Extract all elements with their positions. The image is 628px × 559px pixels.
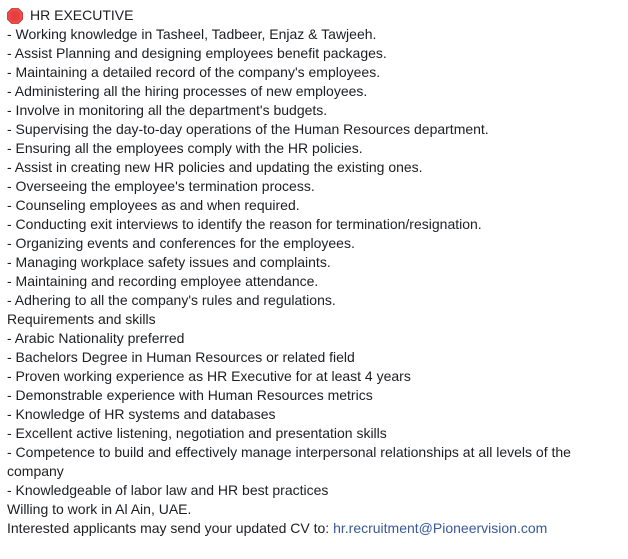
list-item: - Competence to build and effectively manage interpersonal relationships at all levels of the company <box>7 444 571 479</box>
stop-sign-icon <box>7 8 23 24</box>
list-item: - Arabic Nationality preferred <box>7 330 185 346</box>
list-item: - Organizing events and conferences for the employees. <box>7 235 355 251</box>
email-link[interactable]: hr.recruitment@Pioneervision.com <box>333 520 548 536</box>
list-item: - Bachelors Degree in Human Resources or related field <box>7 349 355 365</box>
list-item: - Demonstrable experience with Human Resources metrics <box>7 387 373 403</box>
list-item: - Knowledgeable of labor law and HR best practices <box>7 482 329 498</box>
list-item: - Assist in creating new HR policies and updating the existing ones. <box>7 159 423 175</box>
list-item: - Excellent active listening, negotiation and presentation skills <box>7 425 387 441</box>
list-item: - Involve in monitoring all the department's budgets. <box>7 102 328 118</box>
list-item: - Ensuring all the employees comply with the HR policies. <box>7 140 363 156</box>
post-title-row <box>7 6 621 25</box>
requirements-list <box>7 329 621 500</box>
post-title: HR EXECUTIVE <box>30 7 134 23</box>
list-item: - Conducting exit interviews to identify the reason for termination/resignation. <box>7 216 482 232</box>
list-item: - Proven working experience as HR Executive for at least 4 years <box>7 368 411 384</box>
list-item: - Working knowledge in Tasheel, Tadbeer, Enjaz & Tawjeeh. <box>7 26 377 42</box>
contact-prefix: Interested applicants may send your updated CV to: <box>7 520 334 536</box>
list-item: - Assist Planning and designing employees benefit packages. <box>7 45 387 61</box>
list-item: - Maintaining and recording employee attendance. <box>7 273 319 289</box>
location-text: Willing to work in Al Ain, UAE. <box>7 501 192 517</box>
list-item: - Managing workplace safety issues and complaints. <box>7 254 331 270</box>
requirements-heading: Requirements and skills <box>7 311 156 327</box>
list-item: - Adhering to all the company's rules and regulations. <box>7 292 336 308</box>
responsibilities-list <box>7 25 621 310</box>
contact-line <box>7 519 621 538</box>
list-item: - Knowledge of HR systems and databases <box>7 406 276 422</box>
list-item: - Administering all the hiring processes of new employees. <box>7 83 368 99</box>
list-item: - Supervising the day-to-day operations of the Human Resources department. <box>7 121 489 137</box>
list-item: - Counseling employees as and when required. <box>7 197 300 213</box>
list-item: - Overseeing the employee's termination process. <box>7 178 315 194</box>
list-item: - Maintaining a detailed record of the company's employees. <box>7 64 381 80</box>
